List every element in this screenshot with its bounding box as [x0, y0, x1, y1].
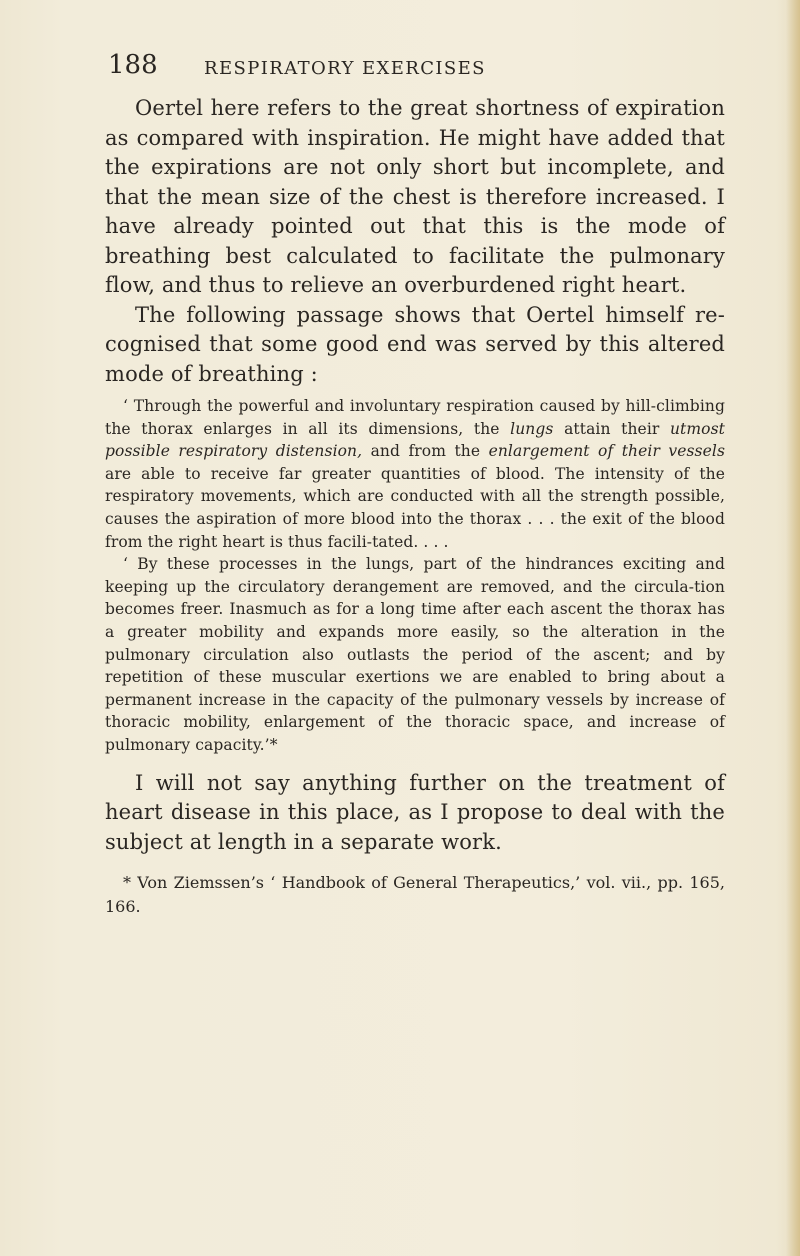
running-head: RESPIRATORY EXERCISES — [204, 58, 486, 79]
page-number: 188 — [108, 50, 158, 80]
quote-1-text-b: attain their — [553, 419, 670, 438]
quote-paragraph-1 — [105, 395, 725, 553]
quote-1-italic-distension: utmost possible respiratory distension, — [105, 419, 725, 461]
quote-1-text-d: are able to receive far greater quantities of blood. The intensity of the respiratory movements, which are conducted with all the strength possible, causes the aspiration of more blood into the thorax . . . the exit of the blood from the right heart is thus facili-tated. . . . — [105, 464, 725, 551]
page-header — [108, 50, 728, 90]
quote-1-italic-enlargement: enlargement of their vessels — [488, 442, 725, 461]
quote-1-italic-lungs: lungs — [510, 419, 554, 438]
quote-paragraph-2: ‘ By these processes in the lungs, part of the hindrances exciting and keeping up the circulatory derangement are removed, and the circula-tion becomes freer. Inasmuch as for a long time after each ascent the thorax has a greater mobility and expands more easily, so the alteration in the pulmonary circulation also outlasts the period of the ascent; and by repetition of these muscular exertions we are enabled to bring about a permanent increase in the capacity of the pulmonary vessels by increase of thoracic mobility, enlargement of the thoracic space, and increase of pulmonary capacity.’* — [105, 555, 725, 754]
quote-1-text-c: and from the — [362, 442, 489, 461]
paragraph-2: The following passage shows that Oertel himself re-cognised that some good end was served by this altered mode of breathing : — [105, 302, 725, 386]
body-text — [105, 94, 725, 919]
paragraph-1: Oertel here refers to the great shortness of expiration as compared with inspiration. He might have added that the expirations are not only short but incomplete, and that the mean size of the chest is therefore increased. I have already pointed out that this is the mode of breathing best calculated to facilitate the pulmonary flow, and thus to relieve an overburdened right heart. — [105, 96, 725, 297]
quote-1-text-a: ‘ Through the powerful and involuntary respiration caused by hill-climbing the thorax enlarges in all its dimensions, the — [105, 397, 725, 438]
final-paragraph: I will not say anything further on the treatment of heart disease in this place, as I propose to deal with the subject at length in a separate work. — [105, 770, 725, 854]
footnote: * Von Ziemssen’s ‘ Handbook of General Therapeutics,’ vol. vii., pp. 165, 166. — [105, 873, 725, 916]
page-edge-shadow — [786, 0, 800, 1256]
